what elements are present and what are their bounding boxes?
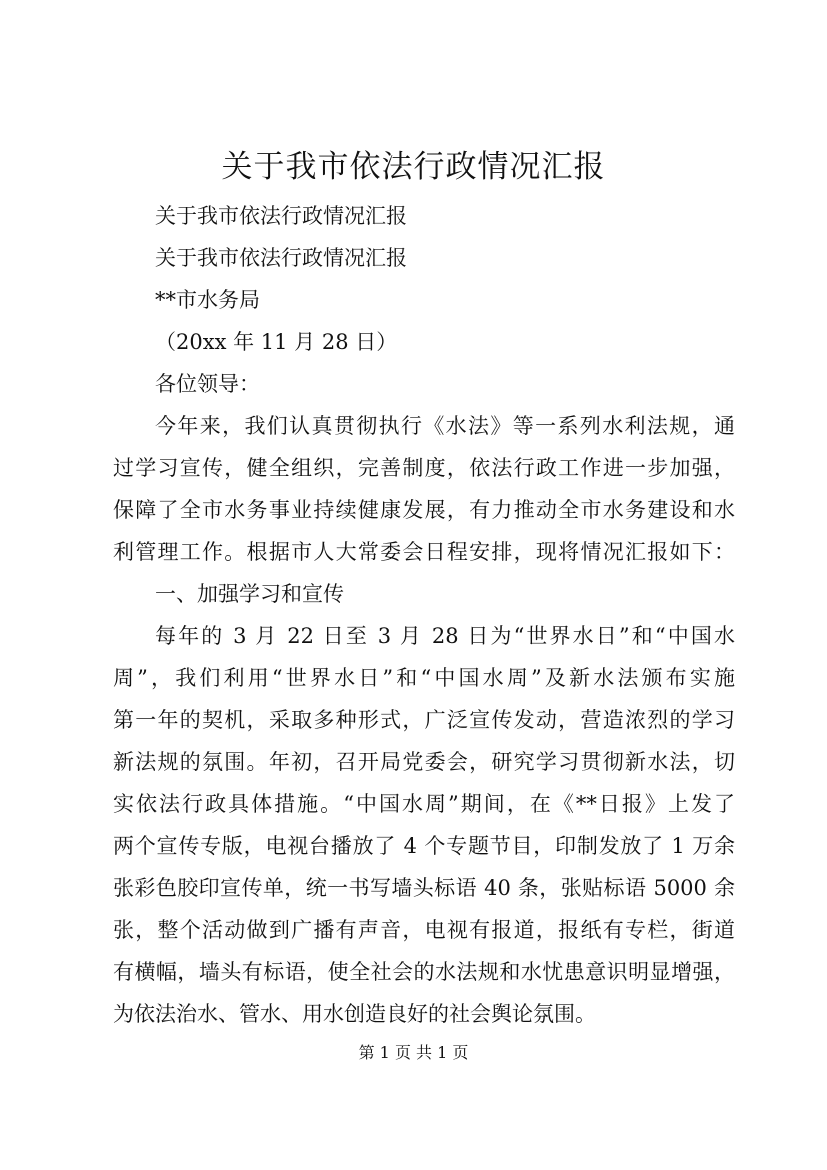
page-number-footer: 第 1 页 共 1 页 [358, 1043, 469, 1062]
paragraph-line: 过学习宣传，健全组织，完善制度，依法行政工作进一步加强， [113, 456, 735, 480]
paragraph-line: 有横幅，墙头有标语，使全社会的水法规和水忧患意识明显增强， [113, 960, 735, 984]
date-line: （20xx 年 11 月 28 日） [155, 330, 398, 354]
paragraph-line: 张，整个活动做到广播有声音，电视有报道，报纸有专栏，街道 [113, 918, 735, 942]
issuer-line: **市水务局 [155, 288, 260, 312]
document-title: 关于我市依法行政情况汇报 [221, 149, 606, 185]
paragraph-line: 每年的 3 月 22 日至 3 月 28 日为“世界水日”和“中国水 [155, 624, 735, 648]
subtitle-line: 关于我市依法行政情况汇报 [155, 204, 407, 228]
paragraph-line: 今年来，我们认真贯彻执行《水法》等一系列水利法规，通 [155, 414, 735, 438]
paragraph-line: 张彩色胶印宣传单，统一书写墙头标语 40 条，张贴标语 5000 余 [113, 876, 735, 900]
paragraph-line: 新法规的氛围。年初，召开局党委会，研究学习贯彻新水法，切 [113, 750, 735, 774]
paragraph-line: 为依法治水、管水、用水创造良好的社会舆论氛围。 [113, 1002, 596, 1026]
paragraph-line: 利管理工作。根据市人大常委会日程安排，现将情况汇报如下： [113, 540, 735, 564]
paragraph-line: 两个宣传专版，电视台播放了 4 个专题节目，印制发放了 1 万余 [113, 834, 735, 858]
paragraph-line: 周”，我们利用“世界水日”和“中国水周”及新水法颁布实施 [113, 666, 735, 690]
subtitle-line: 关于我市依法行政情况汇报 [155, 246, 407, 270]
section-heading: 一、加强学习和宣传 [155, 582, 344, 606]
salutation-line: 各位领导： [155, 372, 260, 396]
paragraph-line: 保障了全市水务事业持续健康发展，有力推动全市水务建设和水 [113, 498, 735, 522]
paragraph-line: 实依法行政具体措施。“中国水周”期间，在《**日报》上发了 [113, 792, 735, 816]
document-body [113, 195, 735, 1035]
paragraph-line: 第一年的契机，采取多种形式，广泛宣传发动，营造浓烈的学习 [113, 708, 735, 732]
